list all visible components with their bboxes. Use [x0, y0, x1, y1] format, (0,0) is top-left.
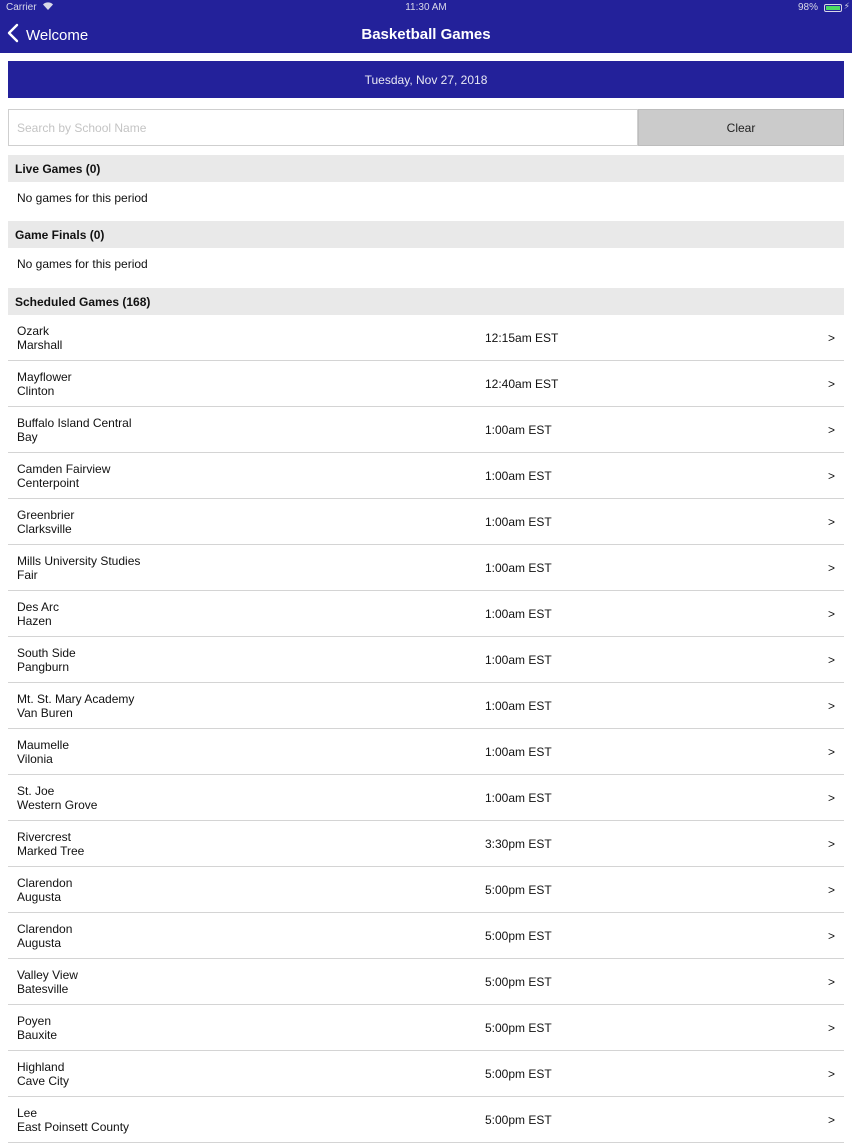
clear-label: Clear [726, 120, 756, 135]
battery-percent: 98% [797, 2, 818, 13]
game-time: 1:00am EST [485, 699, 552, 713]
game-time: 1:00am EST [485, 561, 552, 575]
home-team: Greenbrier [17, 508, 75, 522]
away-team: East Poinsett County [17, 1120, 130, 1134]
away-team: Clinton [17, 384, 55, 398]
home-team: Lee [17, 1106, 38, 1120]
home-team: Ozark [17, 324, 50, 338]
game-teams [17, 876, 72, 904]
game-time: 1:00am EST [485, 469, 552, 483]
away-team: Fair [17, 568, 38, 582]
chevron-right-icon: > [827, 515, 835, 529]
game-row[interactable] [8, 913, 844, 959]
game-teams [17, 416, 132, 444]
game-teams [17, 738, 69, 766]
game-teams [17, 830, 84, 858]
home-team: South Side [17, 646, 76, 660]
search-bar [8, 109, 844, 146]
battery-fill [826, 6, 840, 10]
away-team: Centerpoint [17, 476, 80, 490]
game-row[interactable] [8, 775, 844, 821]
away-team: Marked Tree [17, 844, 85, 858]
page-title: Basketball Games [361, 26, 491, 43]
game-teams [17, 922, 72, 950]
charging-icon: ⚡ [843, 1, 850, 11]
scheduled-games-title: Scheduled Games (168) [15, 294, 151, 309]
chevron-right-icon: > [827, 331, 835, 345]
home-team: St. Joe [17, 784, 55, 798]
home-team: Clarendon [17, 922, 73, 936]
away-team: Bay [17, 430, 38, 444]
away-team: Bauxite [17, 1028, 58, 1042]
carrier-label: Carrier [6, 2, 37, 13]
game-row[interactable] [8, 361, 844, 407]
battery-icon [824, 4, 842, 12]
chevron-right-icon: > [827, 1021, 835, 1035]
game-finals-empty: No games for this period [17, 257, 148, 271]
chevron-right-icon: > [827, 1113, 835, 1127]
game-time: 5:00pm EST [485, 1021, 552, 1035]
game-teams [17, 1060, 69, 1088]
chevron-right-icon: > [827, 837, 835, 851]
chevron-right-icon: > [827, 791, 835, 805]
game-teams [17, 1106, 129, 1134]
game-teams [17, 508, 74, 536]
game-teams [17, 600, 59, 628]
scheduled-games-list [8, 315, 844, 1143]
away-team: Hazen [17, 614, 52, 628]
game-row[interactable] [8, 1051, 844, 1097]
home-team: Mayflower [17, 370, 72, 384]
game-row[interactable] [8, 407, 844, 453]
game-row[interactable] [8, 591, 844, 637]
chevron-right-icon: > [827, 699, 835, 713]
live-games-header [8, 155, 844, 182]
game-row[interactable] [8, 315, 844, 361]
game-time: 1:00am EST [485, 423, 552, 437]
away-team: Batesville [17, 982, 69, 996]
game-teams [17, 554, 140, 582]
chevron-right-icon: > [827, 745, 835, 759]
away-team: Augusta [17, 936, 62, 950]
away-team: Augusta [17, 890, 62, 904]
home-team: Valley View [17, 968, 78, 982]
game-time: 5:00pm EST [485, 929, 552, 943]
game-row[interactable] [8, 637, 844, 683]
game-teams [17, 324, 62, 352]
away-team: Western Grove [17, 798, 98, 812]
game-teams [17, 370, 72, 398]
away-team: Pangburn [17, 660, 70, 674]
game-time: 5:00pm EST [485, 975, 552, 989]
away-team: Clarksville [17, 522, 72, 536]
home-team: Camden Fairview [17, 462, 111, 476]
home-team: Clarendon [17, 876, 73, 890]
home-team: Buffalo Island Central [17, 416, 132, 430]
scheduled-games-header [8, 288, 844, 315]
home-team: Rivercrest [17, 830, 72, 844]
game-time: 1:00am EST [485, 607, 552, 621]
game-teams [17, 462, 110, 490]
date-label: Tuesday, Nov 27, 2018 [364, 72, 488, 87]
game-teams [17, 784, 97, 812]
game-time: 1:00am EST [485, 653, 552, 667]
game-finals-title: Game Finals (0) [15, 227, 105, 242]
home-team: Maumelle [17, 738, 70, 752]
chevron-right-icon: > [827, 653, 835, 667]
game-time: 12:40am EST [485, 377, 559, 391]
search-input[interactable] [8, 109, 638, 146]
game-teams [17, 1014, 57, 1042]
home-team: Poyen [17, 1014, 52, 1028]
away-team: Van Buren [17, 706, 73, 720]
game-time: 1:00am EST [485, 515, 552, 529]
navigation-bar [0, 16, 852, 53]
game-time: 5:00pm EST [485, 883, 552, 897]
game-time: 12:15am EST [485, 331, 559, 345]
date-selector[interactable] [8, 61, 844, 98]
game-row[interactable] [8, 821, 844, 867]
game-row[interactable] [8, 1005, 844, 1051]
chevron-right-icon: > [827, 561, 835, 575]
game-row[interactable] [8, 545, 844, 591]
chevron-right-icon: > [827, 883, 835, 897]
chevron-right-icon: > [827, 929, 835, 943]
chevron-right-icon: > [827, 975, 835, 989]
game-time: 5:00pm EST [485, 1067, 552, 1081]
game-row[interactable] [8, 1097, 844, 1143]
game-time: 1:00am EST [485, 791, 552, 805]
game-teams [17, 968, 78, 996]
game-row[interactable] [8, 683, 844, 729]
home-team: Mills University Studies [17, 554, 141, 568]
chevron-right-icon: > [827, 423, 835, 437]
live-games-empty: No games for this period [17, 191, 148, 205]
game-teams [17, 692, 134, 720]
game-row[interactable] [8, 453, 844, 499]
live-games-title: Live Games (0) [15, 161, 101, 176]
away-team: Cave City [17, 1074, 70, 1088]
away-team: Marshall [17, 338, 63, 352]
status-time: 11:30 AM [405, 2, 447, 13]
game-time: 3:30pm EST [485, 837, 552, 851]
clear-button[interactable] [638, 109, 844, 146]
game-row[interactable] [8, 959, 844, 1005]
game-time: 5:00pm EST [485, 1113, 552, 1127]
chevron-right-icon: > [827, 377, 835, 391]
game-time: 1:00am EST [485, 745, 552, 759]
game-teams [17, 646, 76, 674]
chevron-right-icon: > [827, 469, 835, 483]
game-finals-header [8, 221, 844, 248]
status-bar [0, 0, 852, 16]
game-row[interactable] [8, 729, 844, 775]
back-label: Welcome [26, 26, 89, 44]
away-team: Vilonia [17, 752, 53, 766]
chevron-right-icon: > [827, 1067, 835, 1081]
game-row[interactable] [8, 499, 844, 545]
home-team: Highland [17, 1060, 65, 1074]
home-team: Des Arc [17, 600, 60, 614]
game-row[interactable] [8, 867, 844, 913]
chevron-right-icon: > [827, 607, 835, 621]
home-team: Mt. St. Mary Academy [17, 692, 135, 706]
